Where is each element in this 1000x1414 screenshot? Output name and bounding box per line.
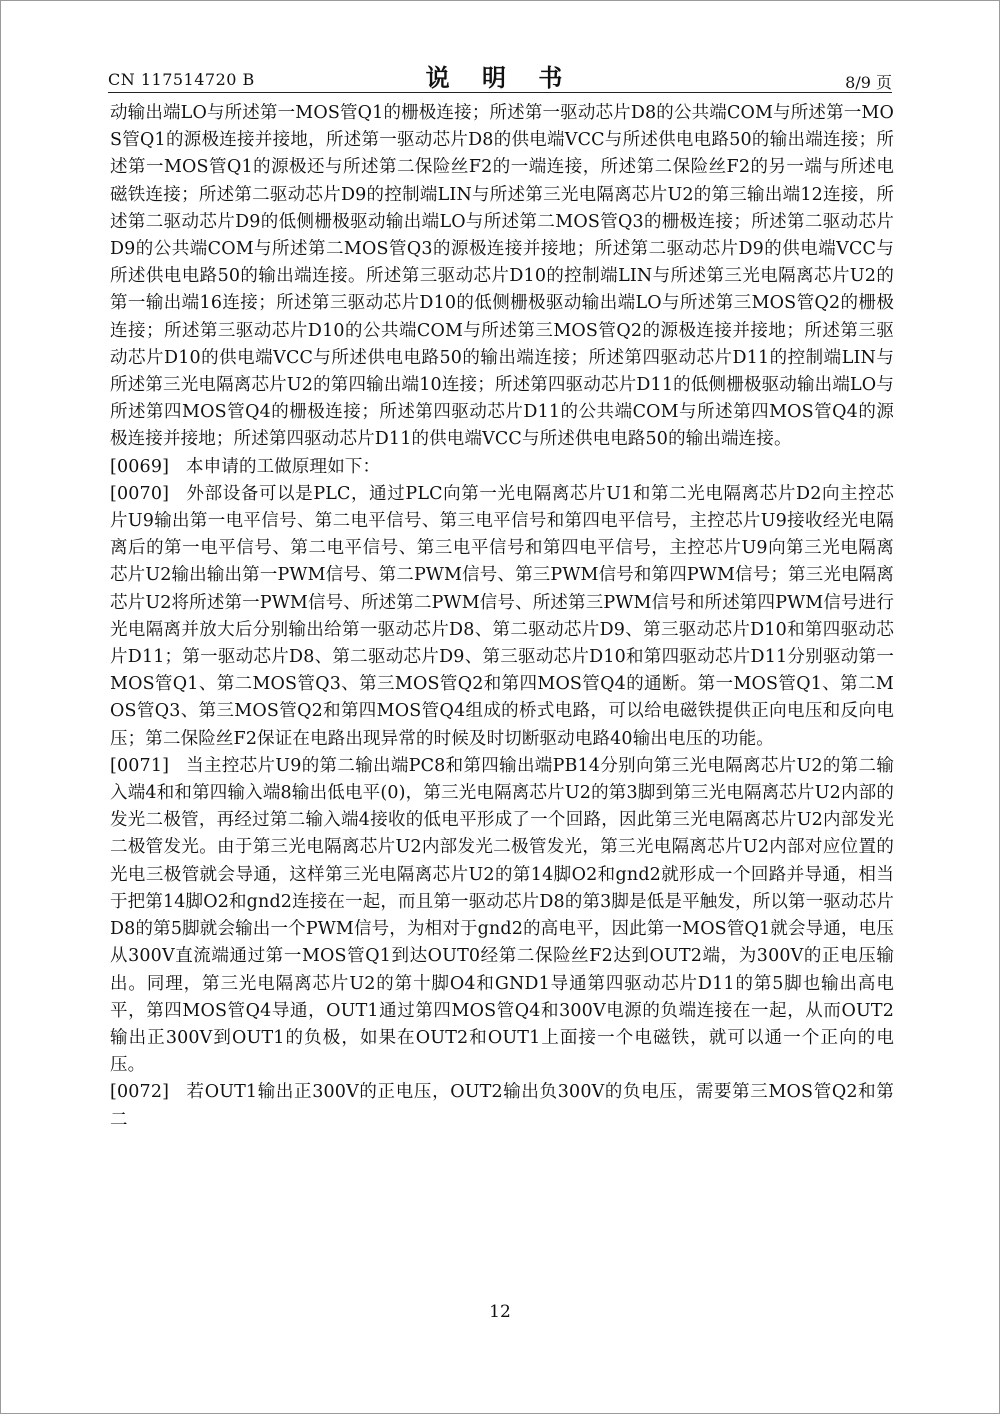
paragraph-text: 动输出端LO与所述第一MOS管Q1的栅极连接；所述第一驱动芯片D8的公共端COM与所述第一MOS管Q1的源极连接并接地，所述第一驱动芯片D8的供电端VCC与所述供电电路50的输出端连接；所述第一MOS管Q1的源极还与所述第二保险丝F2的一端连接，所述第二保险丝F2的另一端与所述电磁铁连接；所述第二驱动芯片D9的控制端LIN与所述第三光电隔离芯片U2的第三输出端12连接，所述第二驱动芯片D9的低侧栅极驱动输出端LO与所述第二MOS管Q3的栅极连接；所述第二驱动芯片D9的公共端COM与所述第二MOS管Q3的源极连接并接地；所述第二驱动芯片D9的供电端VCC与所述供电电路50的输出端连接。所述第三驱动芯片D10的控制端LIN与所述第三光电隔离芯片U2的第一输出端16连接；所述第三驱动芯片D10的低侧栅极驱动输出端LO与所述第三MOS管Q2的栅极连接；所述第三驱动芯片D10的公共端COM与所述第三MOS管Q2的源极连接并接地；所述第三驱动芯片D10的供电端VCC与所述供电电路50的输出端连接；所述第四驱动芯片D11的控制端LIN与所述第三光电隔离芯片U2的第四输出端10连接；所述第四驱动芯片D11的低侧栅极驱动输出端LO与所述第四MOS管Q4的栅极连接；所述第四驱动芯片D11的公共端COM与所述第四MOS管Q4的源极连接并接地；所述第四驱动芯片D11的供电端VCC与所述供电电路50的输出端连接。 bbox=[110, 103, 894, 450]
paragraph-continued bbox=[110, 100, 894, 454]
paragraph-text: 当主控芯片U9的第二输出端PC8和第四输出端PB14分别向第三光电隔离芯片U2的第二输入端4和和第四输入端8输出低电平(0)，第三光电隔离芯片U2的第3脚到第三光电隔离芯片U2内部的发光二极管，再经过第二输入端4接收的低电平形成了一个回路，因此第三光电隔离芯片U2内部发光二极管发光。由于第三光电隔离芯片U2内部发光二极管发光，第三光电隔离芯片U2内部对应位置的光电三极管就会导通，这样第三光电隔离芯片U2的第14脚O2和gnd2就形成一个回路并导通，相当于把第14脚O2和gnd2连接在一起，而且第一驱动芯片D8的第3脚是低是平触发，所以第一驱动芯片D8的第5脚就会输出一个PWM信号，为相对于gnd2的高电平，因此第一MOS管Q1就会导通，电压从300V直流端通过第一MOS管Q1到达OUT0经第二保险丝F2达到OUT2端，为300V的正电压输出。同理，第三光电隔离芯片U2的第十脚O4和GND1导通第四驱动芯片D11的第5脚也输出高电平，第四MOS管Q4导通，OUT1通过第四MOS管Q4和300V电源的负端连接在一起，从而OUT2输出正300V到OUT1的负极，如果在OUT2和OUT1上面接一个电磁铁，就可以通一个正向的电压。 bbox=[110, 755, 894, 1076]
paragraph-number: [0072] bbox=[110, 1082, 170, 1103]
paragraph-0071 bbox=[110, 753, 894, 1079]
paragraph-0072 bbox=[110, 1079, 894, 1133]
header-rule bbox=[108, 92, 892, 93]
page-indicator: 8/9 页 bbox=[845, 73, 892, 92]
page-header bbox=[108, 58, 892, 92]
paragraph-0069 bbox=[110, 454, 894, 481]
paragraph-number: [0070] bbox=[110, 483, 170, 504]
document-body bbox=[110, 100, 894, 1134]
document-title: 说 明 书 bbox=[425, 63, 575, 92]
paragraph-0070 bbox=[110, 481, 894, 753]
paragraph-number: [0071] bbox=[110, 755, 170, 776]
patent-number: CN 117514720 B bbox=[108, 70, 255, 89]
page-number: 12 bbox=[489, 1302, 511, 1322]
paragraph-number: [0069] bbox=[110, 456, 170, 477]
paragraph-text: 本申请的工做原理如下： bbox=[186, 456, 381, 477]
paragraph-text: 若OUT1输出正300V的正电压，OUT2输出负300V的负电压，需要第三MOS管Q2和第二 bbox=[110, 1082, 894, 1130]
paragraph-text: 外部设备可以是PLC，通过PLC向第一光电隔离芯片U1和第二光电隔离芯片D2向主控芯片U9输出第一电平信号、第二电平信号、第三电平信号和第四电平信号，主控芯片U9接收经光电隔离后的第一电平信号、第二电平信号、第三电平信号和第四电平信号，主控芯片U9向第三光电隔离芯片U2输出输出第一PWM信号、第二PWM信号、第三PWM信号和第四PWM信号；第三光电隔离芯片U2将所述第一PWM信号、所述第二PWM信号、所述第三PWM信号和所述第四PWM信号进行光电隔离并放大后分别输出给第一驱动芯片D8、第二驱动芯片D9、第三驱动芯片D10和第四驱动芯片D11；第一驱动芯片D8、第二驱动芯片D9、第三驱动芯片D10和第四驱动芯片D11分别驱动第一MOS管Q1、第二MOS管Q3、第三MOS管Q2和第四MOS管Q4的通断。第一MOS管Q1、第二MOS管Q3、第三MOS管Q2和第四MOS管Q4组成的桥式电路，可以给电磁铁提供正向电压和反向电压；第二保险丝F2保证在电路出现异常的时候及时切断驱动电路40输出电压的功能。 bbox=[110, 483, 894, 749]
